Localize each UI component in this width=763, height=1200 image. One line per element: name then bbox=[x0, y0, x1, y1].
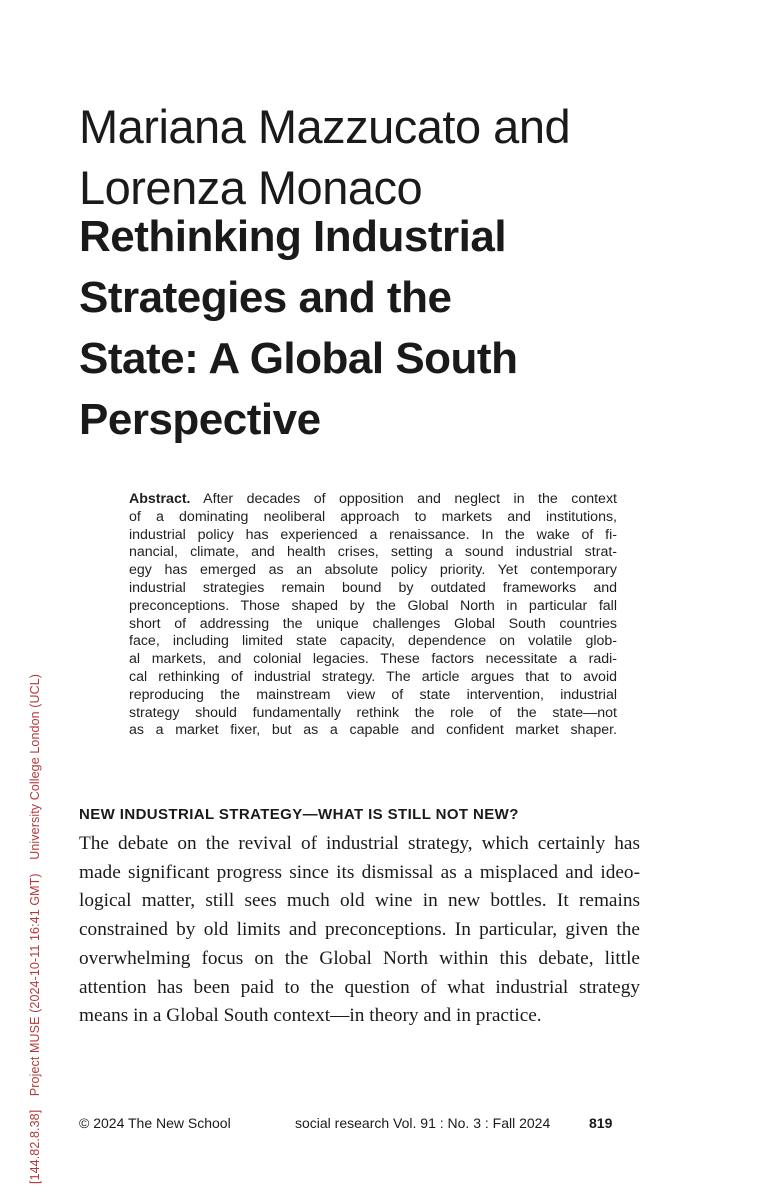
abstract-line: face, including limited state capacity, dependence on volatile glob- bbox=[129, 633, 617, 650]
abstract-line: nancial, climate, and health crises, setting a sound industrial strat- bbox=[129, 544, 617, 561]
abstract-line: industrial policy has experienced a renaissance. In the wake of fi- bbox=[129, 526, 617, 543]
abstract-line: as a market fixer, but as a capable and confident market shaper. bbox=[129, 722, 617, 739]
abstract-label: Abstract. bbox=[129, 491, 191, 507]
body-line: attention has been paid to the question of what industrial strategy bbox=[79, 976, 640, 998]
abstract-line-text: After decades of opposition and neglect in the context bbox=[190, 491, 617, 507]
abstract-line: of a dominating neoliberal approach to markets and institutions, bbox=[129, 508, 617, 525]
watermark-ip: [144.82.8.38] bbox=[28, 1109, 42, 1184]
abstract-line: preconceptions. Those shaped by the Global North in particular fall bbox=[129, 597, 617, 614]
abstract-line: strategy should fundamentally rethink the role of the state—not bbox=[129, 704, 617, 721]
body-line: logical matter, still sees much old wine in new bottles. It remains bbox=[79, 890, 640, 912]
abstract bbox=[129, 491, 617, 740]
watermark-institution: University College London (UCL) bbox=[28, 673, 42, 860]
body-line: The debate on the revival of industrial strategy, which certainly has bbox=[79, 833, 640, 854]
abstract-line: short of addressing the unique challenges Global South countries bbox=[129, 615, 617, 632]
copyright-notice: © 2024 The New School bbox=[79, 1115, 231, 1131]
title-line-2: Strategies and the bbox=[79, 273, 452, 322]
abstract-line: industrial strategies remain bound by outdated frameworks and bbox=[129, 579, 617, 596]
page-footer bbox=[79, 1113, 619, 1133]
body-paragraph bbox=[79, 830, 640, 1031]
title-line-1: Rethinking Industrial bbox=[79, 212, 507, 261]
body-line: means in a Global South context—in theory and in practice. bbox=[79, 1005, 542, 1027]
abstract-line: al markets, and colonial legacies. These factors necessitate a radi- bbox=[129, 651, 617, 668]
body-line: overwhelming focus on the Global North within this debate, little bbox=[79, 947, 640, 969]
title-line-4: Perspective bbox=[79, 395, 321, 444]
body-line: constrained by old limits and preconceptions. In particular, given the bbox=[79, 919, 640, 941]
watermark-source: Project MUSE (2024-10-11 16:41 GMT) bbox=[28, 873, 42, 1097]
author-line-1: Mariana Mazzucato and bbox=[79, 100, 571, 153]
page-number: 819 bbox=[589, 1115, 613, 1131]
abstract-line: reproducing the mainstream view of state intervention, industrial bbox=[129, 686, 617, 703]
abstract-line: cal rethinking of industrial strategy. The article argues that to avoid bbox=[129, 668, 617, 685]
article-authors bbox=[79, 96, 699, 218]
body-line: made significant progress since its dismissal as a misplaced and ideo- bbox=[79, 861, 640, 883]
section-heading: NEW INDUSTRIAL STRATEGY—WHAT IS STILL NOT NEW? bbox=[79, 806, 519, 823]
abstract-line: egy has emerged as an absolute policy priority. Yet contemporary bbox=[129, 562, 617, 579]
abstract-line bbox=[129, 491, 617, 509]
access-watermark bbox=[28, 664, 42, 1184]
title-line-3: State: A Global South bbox=[79, 334, 518, 383]
journal-citation: social research Vol. 91 : No. 3 : Fall 2024 bbox=[295, 1115, 551, 1131]
author-line-2: Lorenza Monaco bbox=[79, 161, 423, 214]
article-title bbox=[79, 206, 719, 450]
